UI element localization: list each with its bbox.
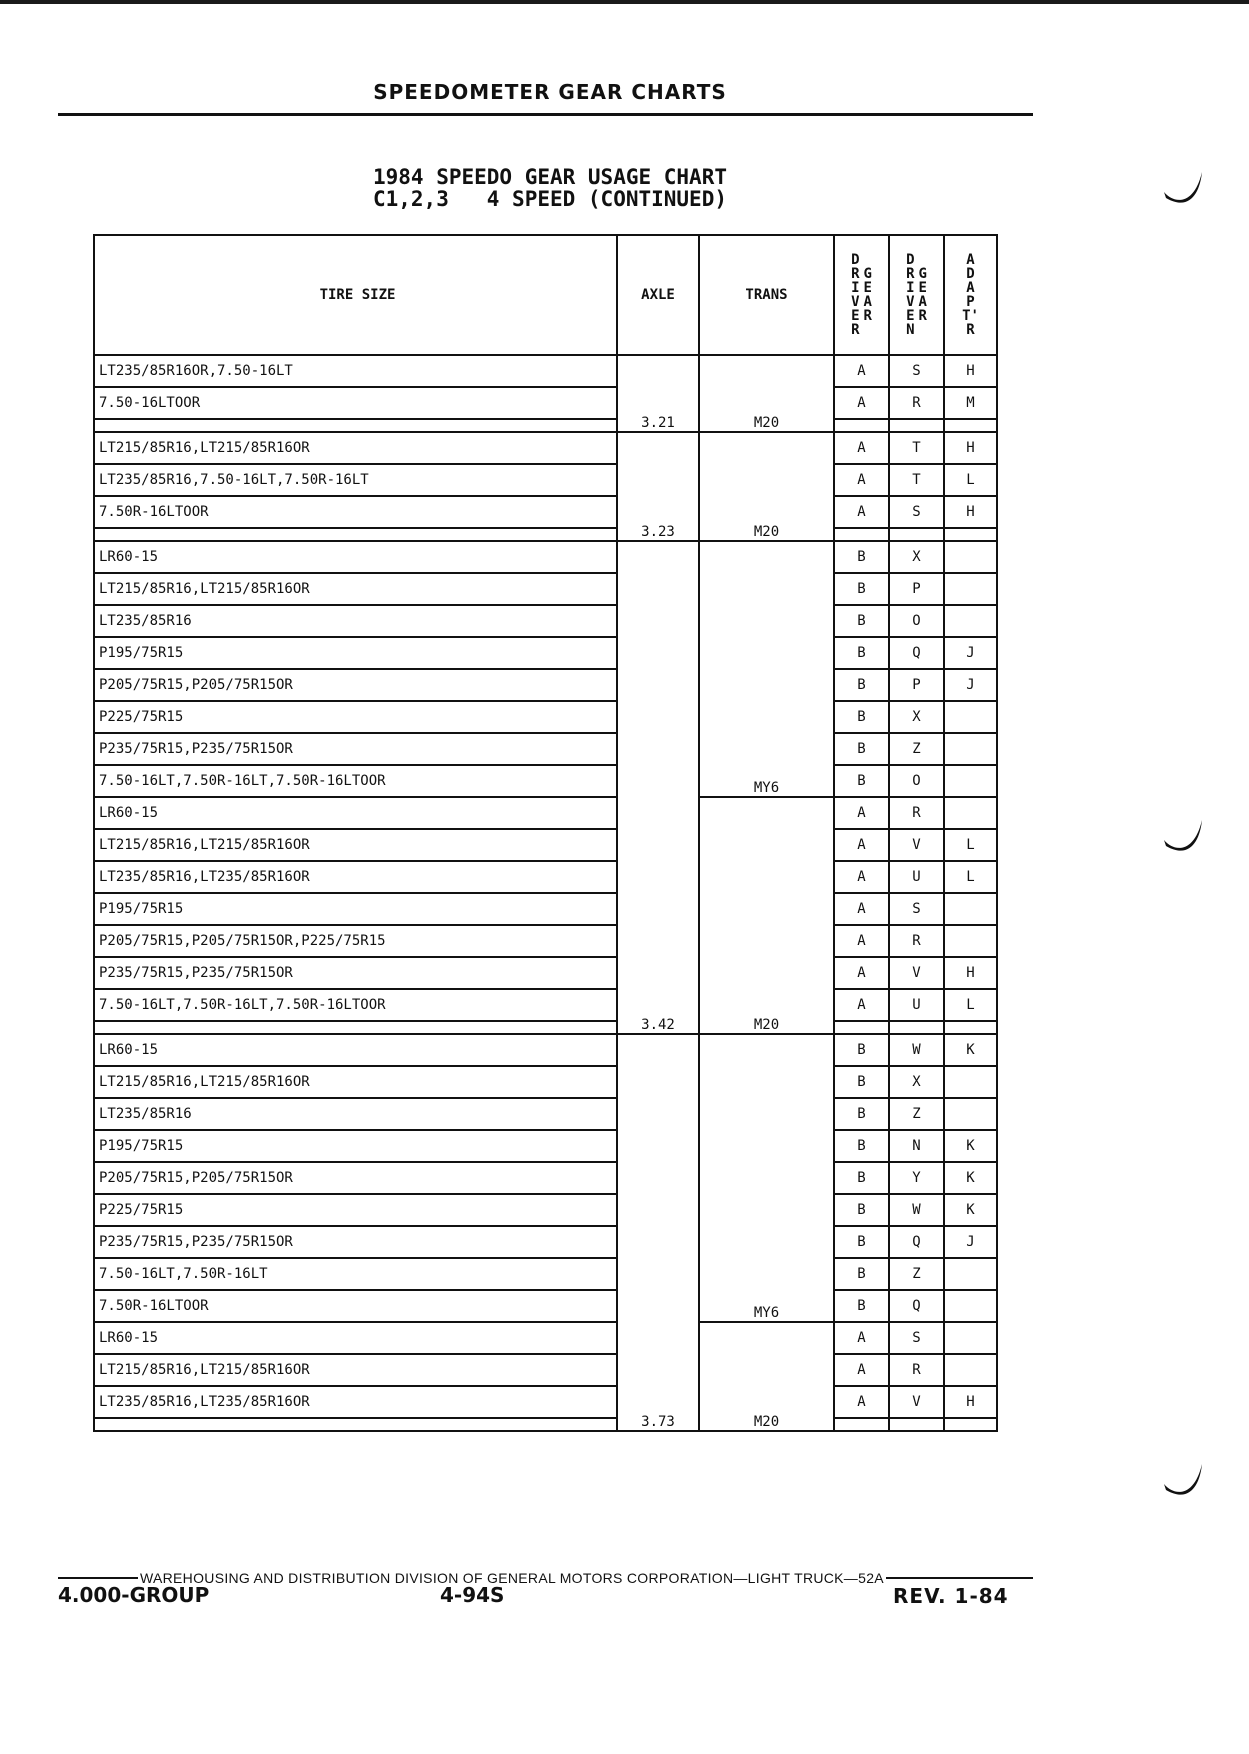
tire-size-cell: LT215/85R16,LT215/85R16OR <box>94 1354 617 1386</box>
adapter-cell <box>944 1322 997 1354</box>
spacer-cell <box>834 419 889 432</box>
driven-gear-cell: Q <box>889 637 944 669</box>
binder-hole-mark <box>1160 818 1206 864</box>
table-row <box>94 829 997 861</box>
driven-gear-cell: P <box>889 669 944 701</box>
table-row <box>94 957 997 989</box>
header-letter: G <box>863 266 872 282</box>
tire-size-cell: P235/75R15,P235/75R15OR <box>94 957 617 989</box>
drive-gear-cell: B <box>834 733 889 765</box>
header-letter: E <box>851 308 860 324</box>
group-spacer-row <box>94 1021 997 1034</box>
table-row <box>94 989 997 1021</box>
adapter-cell <box>944 541 997 573</box>
tire-size-cell: P235/75R15,P235/75R15OR <box>94 1226 617 1258</box>
driven-gear-cell: R <box>889 387 944 419</box>
table-row <box>94 496 997 528</box>
table-row <box>94 1066 997 1098</box>
tire-size-cell: 7.50R-16LTOOR <box>94 496 617 528</box>
tire-size-cell: P205/75R15,P205/75R15OR,P225/75R15 <box>94 925 617 957</box>
adapter-cell <box>944 765 997 797</box>
driven-gear-cell: V <box>889 957 944 989</box>
tire-size-cell: P225/75R15 <box>94 701 617 733</box>
footer-page-number: 4-94S <box>440 1583 505 1607</box>
header-drive-gear-letters <box>864 253 872 337</box>
tire-size-cell: P195/75R15 <box>94 637 617 669</box>
page-top-edge <box>0 0 1249 4</box>
adapter-cell: K <box>944 1130 997 1162</box>
trans-cell: M20 <box>699 355 834 432</box>
tire-size-cell: LT215/85R16,LT215/85R16OR <box>94 1066 617 1098</box>
table-header-row <box>94 235 997 355</box>
adapter-cell: H <box>944 355 997 387</box>
drive-gear-cell: B <box>834 1290 889 1322</box>
header-adapter <box>944 235 997 355</box>
adapter-cell: M <box>944 387 997 419</box>
table-row <box>94 893 997 925</box>
driven-gear-cell: Z <box>889 1098 944 1130</box>
spacer-cell <box>944 528 997 541</box>
header-driven-gear <box>889 235 944 355</box>
driven-gear-cell: N <box>889 1130 944 1162</box>
drive-gear-cell: B <box>834 1130 889 1162</box>
tire-size-cell: LT235/85R16OR,7.50-16LT <box>94 355 617 387</box>
drive-gear-cell: B <box>834 541 889 573</box>
header-letter: R <box>863 308 872 324</box>
table-row <box>94 541 997 573</box>
header-letter: I <box>906 280 915 296</box>
tire-size-cell: 7.50-16LT,7.50R-16LT <box>94 1258 617 1290</box>
adapter-cell: J <box>944 669 997 701</box>
spacer-cell <box>944 1021 997 1034</box>
header-letter: R <box>851 322 860 338</box>
driven-gear-cell: V <box>889 829 944 861</box>
tire-size-cell: P225/75R15 <box>94 1194 617 1226</box>
driven-gear-cell: R <box>889 1354 944 1386</box>
spacer-cell <box>94 528 617 541</box>
tire-size-cell: LT215/85R16,LT215/85R16OR <box>94 573 617 605</box>
header-letter: D <box>851 252 860 268</box>
tire-size-cell: LT235/85R16,LT235/85R16OR <box>94 861 617 893</box>
adapter-cell: K <box>944 1034 997 1066</box>
header-letter: G <box>918 266 927 282</box>
header-drive-letters <box>851 253 859 337</box>
trans-cell: MY6 <box>699 541 834 797</box>
binder-hole-mark <box>1160 1462 1206 1508</box>
drive-gear-cell: A <box>834 925 889 957</box>
tire-size-cell: P195/75R15 <box>94 893 617 925</box>
table-row <box>94 432 997 464</box>
header-letter: T' <box>962 308 979 324</box>
drive-gear-cell: B <box>834 1258 889 1290</box>
header-driven-letters <box>906 253 914 337</box>
tire-size-cell: LT235/85R16 <box>94 605 617 637</box>
adapter-cell: H <box>944 432 997 464</box>
driven-gear-cell: X <box>889 701 944 733</box>
table-row <box>94 861 997 893</box>
adapter-cell <box>944 701 997 733</box>
axle-cell: 3.23 <box>617 432 699 541</box>
adapter-cell <box>944 1290 997 1322</box>
drive-gear-cell: A <box>834 989 889 1021</box>
tire-size-cell: LR60-15 <box>94 1034 617 1066</box>
axle-cell: 3.21 <box>617 355 699 432</box>
adapter-cell: J <box>944 1226 997 1258</box>
table-row <box>94 1034 997 1066</box>
adapter-cell: L <box>944 989 997 1021</box>
drive-gear-cell: A <box>834 387 889 419</box>
table-row <box>94 765 997 797</box>
table-row <box>94 1386 997 1418</box>
footer-revision: REV. 1-84 <box>893 1584 1009 1608</box>
title-rule <box>58 113 1033 116</box>
trans-cell: MY6 <box>699 1034 834 1322</box>
header-letter: V <box>906 294 915 310</box>
adapter-cell <box>944 797 997 829</box>
table-row <box>94 637 997 669</box>
driven-gear-cell: S <box>889 893 944 925</box>
adapter-cell <box>944 1098 997 1130</box>
table-row <box>94 669 997 701</box>
drive-gear-cell: A <box>834 861 889 893</box>
header-letter: N <box>906 322 915 338</box>
spacer-cell <box>94 1418 617 1431</box>
header-letter: A <box>966 252 975 268</box>
header-driven-gear-letters <box>919 253 927 337</box>
drive-gear-cell: B <box>834 1066 889 1098</box>
spacer-cell <box>944 419 997 432</box>
drive-gear-cell: B <box>834 573 889 605</box>
driven-gear-cell: T <box>889 432 944 464</box>
table-row <box>94 573 997 605</box>
table-row <box>94 464 997 496</box>
table-row <box>94 355 997 387</box>
tire-size-cell: 7.50R-16LTOOR <box>94 1290 617 1322</box>
footer-group: 4.000-GROUP <box>58 1583 210 1607</box>
spacer-cell <box>889 1021 944 1034</box>
table-row <box>94 1354 997 1386</box>
header-letter: D <box>906 252 915 268</box>
trans-cell: M20 <box>699 797 834 1034</box>
table-row <box>94 733 997 765</box>
adapter-cell: L <box>944 861 997 893</box>
driven-gear-cell: R <box>889 797 944 829</box>
drive-gear-cell: B <box>834 1226 889 1258</box>
header-letter: R <box>918 308 927 324</box>
drive-gear-cell: B <box>834 1194 889 1226</box>
tire-size-cell: LR60-15 <box>94 1322 617 1354</box>
driven-gear-cell: U <box>889 861 944 893</box>
driven-gear-cell: W <box>889 1194 944 1226</box>
driven-gear-cell: W <box>889 1034 944 1066</box>
header-letter: R <box>906 266 915 282</box>
chart-title-line-1: 1984 SPEEDO GEAR USAGE CHART <box>372 165 727 189</box>
table-row <box>94 1130 997 1162</box>
driven-gear-cell: Y <box>889 1162 944 1194</box>
adapter-cell: H <box>944 1386 997 1418</box>
tire-size-cell: P205/75R15,P205/75R15OR <box>94 1162 617 1194</box>
adapter-cell <box>944 733 997 765</box>
drive-gear-cell: A <box>834 893 889 925</box>
binder-hole-mark <box>1160 170 1206 216</box>
spacer-cell <box>834 1418 889 1431</box>
header-letter: R <box>966 322 975 338</box>
header-letter: R <box>851 266 860 282</box>
driven-gear-cell: Z <box>889 1258 944 1290</box>
spacer-cell <box>944 1418 997 1431</box>
tire-size-cell: P205/75R15,P205/75R15OR <box>94 669 617 701</box>
table-row <box>94 605 997 637</box>
adapter-cell: L <box>944 464 997 496</box>
spacer-cell <box>94 419 617 432</box>
driven-gear-cell: S <box>889 496 944 528</box>
driven-gear-cell: T <box>889 464 944 496</box>
driven-gear-cell: S <box>889 1322 944 1354</box>
adapter-cell: H <box>944 496 997 528</box>
trans-cell: M20 <box>699 1322 834 1431</box>
driven-gear-cell: U <box>889 989 944 1021</box>
tire-size-cell: LR60-15 <box>94 541 617 573</box>
drive-gear-cell: A <box>834 797 889 829</box>
table-row <box>94 797 997 829</box>
adapter-cell: J <box>944 637 997 669</box>
drive-gear-cell: A <box>834 1322 889 1354</box>
trans-cell: M20 <box>699 432 834 541</box>
spacer-cell <box>889 1418 944 1431</box>
table-row <box>94 1290 997 1322</box>
tire-size-cell: LR60-15 <box>94 797 617 829</box>
drive-gear-cell: A <box>834 1386 889 1418</box>
footer-division-text: WAREHOUSING AND DISTRIBUTION DIVISION OF GENERAL MOTORS CORPORATION—LIGHT TRUCK—52A <box>140 1570 884 1586</box>
spacer-cell <box>834 1021 889 1034</box>
drive-gear-cell: B <box>834 1034 889 1066</box>
drive-gear-cell: A <box>834 496 889 528</box>
driven-gear-cell: S <box>889 355 944 387</box>
tire-size-cell: P235/75R15,P235/75R15OR <box>94 733 617 765</box>
driven-gear-cell: Q <box>889 1226 944 1258</box>
adapter-cell <box>944 573 997 605</box>
chart-title <box>200 166 900 210</box>
drive-gear-cell: B <box>834 765 889 797</box>
group-spacer-row <box>94 419 997 432</box>
tire-size-cell: LT235/85R16 <box>94 1098 617 1130</box>
table-row <box>94 1226 997 1258</box>
drive-gear-cell: B <box>834 669 889 701</box>
drive-gear-cell: A <box>834 1354 889 1386</box>
header-letter: P <box>966 294 975 310</box>
driven-gear-cell: V <box>889 1386 944 1418</box>
axle-cell: 3.73 <box>617 1034 699 1431</box>
tire-size-cell: 7.50-16LT,7.50R-16LT,7.50R-16LTOOR <box>94 989 617 1021</box>
drive-gear-cell: A <box>834 829 889 861</box>
adapter-cell <box>944 605 997 637</box>
driven-gear-cell: Q <box>889 1290 944 1322</box>
table-row <box>94 1194 997 1226</box>
group-spacer-row <box>94 528 997 541</box>
header-letter: E <box>863 280 872 296</box>
header-letter: I <box>851 280 860 296</box>
adapter-cell: K <box>944 1194 997 1226</box>
header-letter: V <box>851 294 860 310</box>
drive-gear-cell: A <box>834 957 889 989</box>
tire-size-cell: LT215/85R16,LT215/85R16OR <box>94 432 617 464</box>
drive-gear-cell: B <box>834 637 889 669</box>
driven-gear-cell: O <box>889 765 944 797</box>
table-body <box>94 355 997 1431</box>
table-row <box>94 1162 997 1194</box>
drive-gear-cell: B <box>834 605 889 637</box>
table-row <box>94 387 997 419</box>
driven-gear-cell: O <box>889 605 944 637</box>
table-row <box>94 1258 997 1290</box>
adapter-cell: H <box>944 957 997 989</box>
axle-cell: 3.42 <box>617 541 699 1034</box>
page-title: SPEEDOMETER GEAR CHARTS <box>373 80 727 104</box>
driven-gear-cell: P <box>889 573 944 605</box>
header-letter: D <box>966 266 975 282</box>
header-letter: A <box>966 280 975 296</box>
header-letter: E <box>906 308 915 324</box>
drive-gear-cell: B <box>834 1162 889 1194</box>
header-tire-size: TIRE SIZE <box>94 235 617 355</box>
table-row <box>94 925 997 957</box>
adapter-cell: L <box>944 829 997 861</box>
group-spacer-row <box>94 1418 997 1431</box>
driven-gear-cell: Z <box>889 733 944 765</box>
driven-gear-cell: X <box>889 541 944 573</box>
drive-gear-cell: A <box>834 355 889 387</box>
adapter-cell <box>944 925 997 957</box>
driven-gear-cell: R <box>889 925 944 957</box>
adapter-cell <box>944 893 997 925</box>
table-row <box>94 1322 997 1354</box>
tire-size-cell: 7.50-16LT,7.50R-16LT,7.50R-16LTOOR <box>94 765 617 797</box>
driven-gear-cell: X <box>889 1066 944 1098</box>
adapter-cell <box>944 1066 997 1098</box>
spacer-cell <box>889 528 944 541</box>
tire-size-cell: LT235/85R16,7.50-16LT,7.50R-16LT <box>94 464 617 496</box>
header-letter: A <box>918 294 927 310</box>
adapter-cell <box>944 1354 997 1386</box>
drive-gear-cell: A <box>834 432 889 464</box>
drive-gear-cell: A <box>834 464 889 496</box>
drive-gear-cell: B <box>834 1098 889 1130</box>
chart-title-line-2: C1,2,3 4 SPEED (CONTINUED) <box>372 187 727 211</box>
spacer-cell <box>834 528 889 541</box>
adapter-cell: K <box>944 1162 997 1194</box>
spacer-cell <box>94 1021 617 1034</box>
spacer-cell <box>889 419 944 432</box>
adapter-cell <box>944 1258 997 1290</box>
table-row <box>94 701 997 733</box>
table-row <box>94 1098 997 1130</box>
speedo-gear-table <box>93 234 998 1432</box>
tire-size-cell: LT235/85R16,LT235/85R16OR <box>94 1386 617 1418</box>
header-adapter-letters <box>962 253 979 337</box>
tire-size-cell: 7.50-16LTOOR <box>94 387 617 419</box>
header-letter: E <box>918 280 927 296</box>
header-drive-gear <box>834 235 889 355</box>
header-letter: A <box>863 294 872 310</box>
tire-size-cell: P195/75R15 <box>94 1130 617 1162</box>
drive-gear-cell: B <box>834 701 889 733</box>
header-trans: TRANS <box>699 235 834 355</box>
header-axle: AXLE <box>617 235 699 355</box>
tire-size-cell: LT215/85R16,LT215/85R16OR <box>94 829 617 861</box>
